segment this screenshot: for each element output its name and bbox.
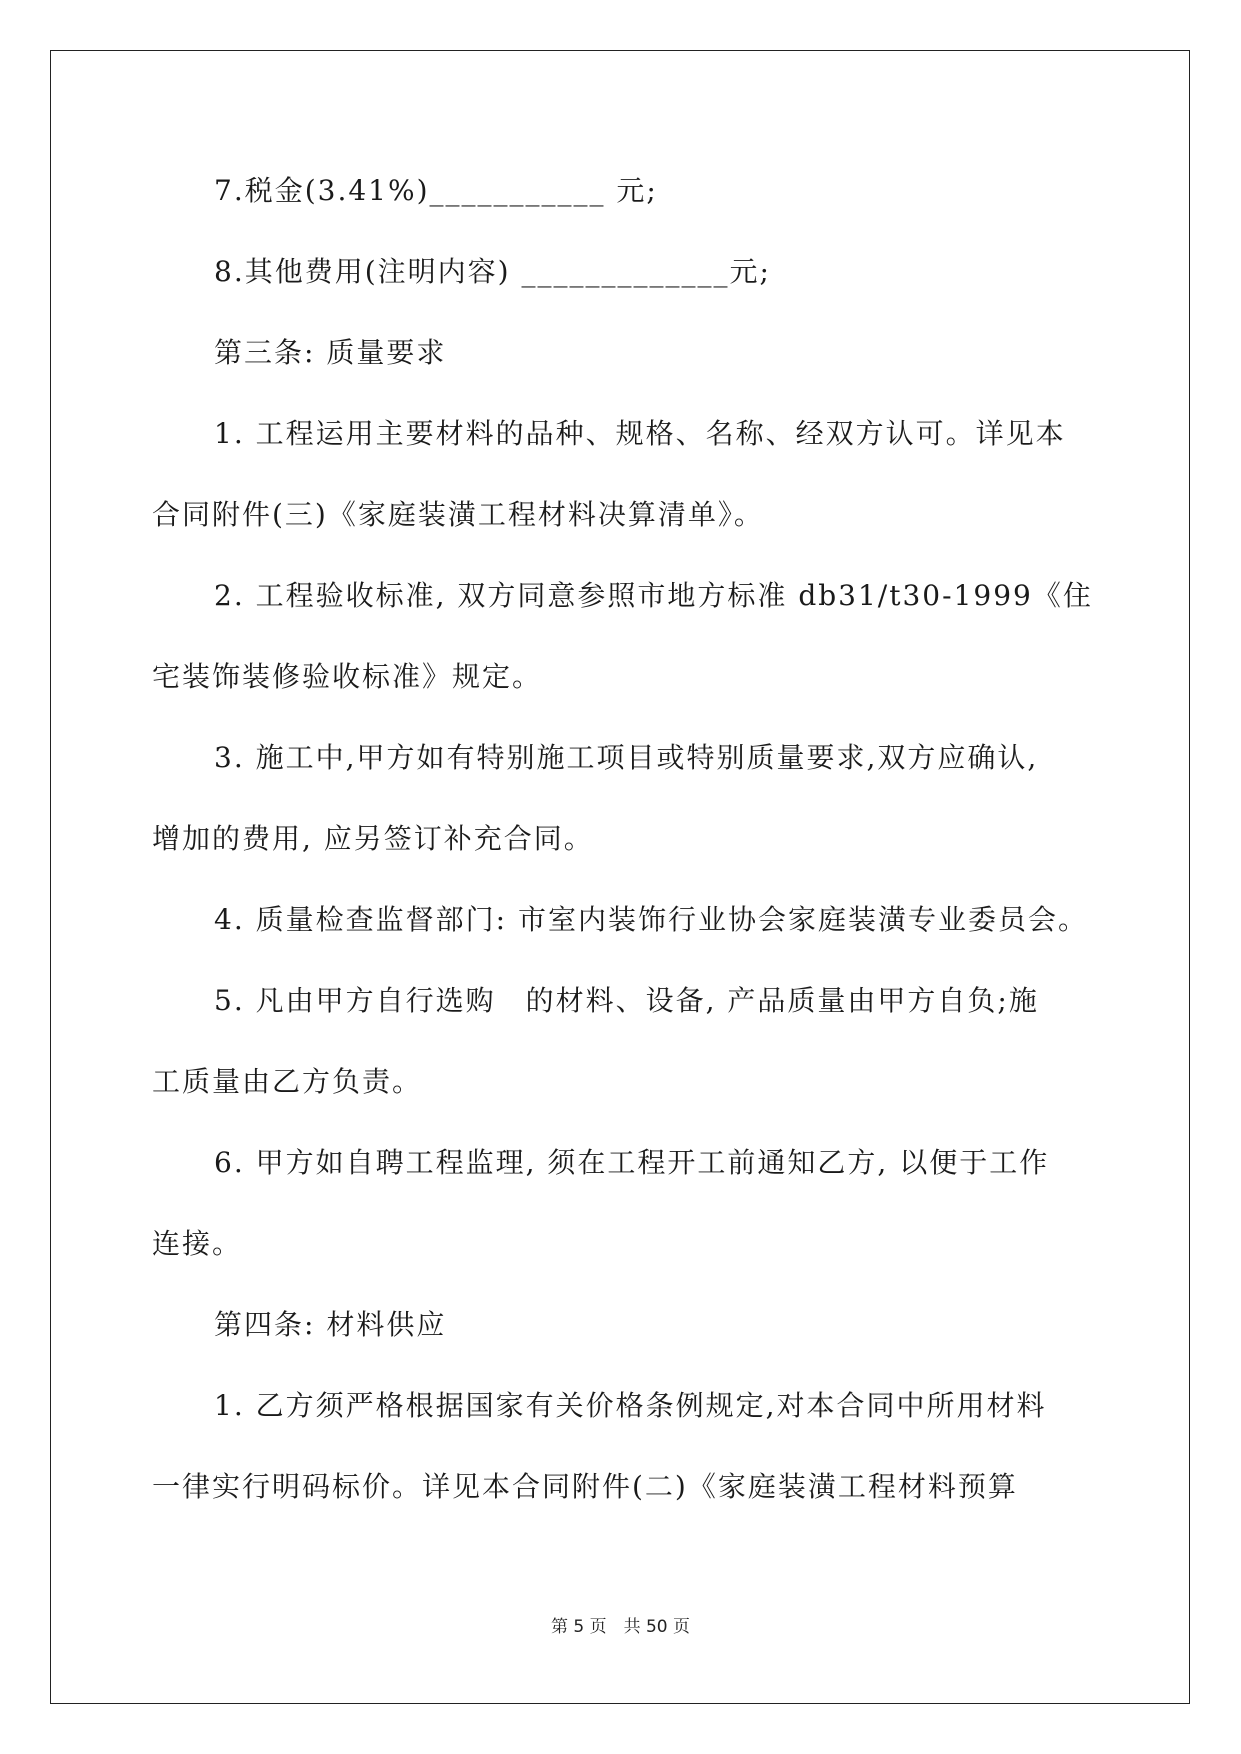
- paragraph-line: 增加的费用, 应另签订补充合同。: [152, 822, 594, 855]
- document-body: [152, 170, 1092, 1547]
- paragraph-line: 连接。: [152, 1227, 243, 1260]
- paragraph-line: 工质量由乙方负责。: [152, 1065, 423, 1098]
- section-heading: 第三条: 质量要求: [214, 336, 447, 369]
- paragraph-line: 5. 凡由甲方自行选购 的材料、设备, 产品质量由甲方自负;施: [214, 984, 1039, 1017]
- paragraph-line: 8.其他费用(注明内容) _____________元;: [214, 255, 771, 288]
- section-heading: 第四条: 材料供应: [214, 1308, 447, 1341]
- paragraph-line: 合同附件(三)《家庭装潢工程材料决算清单》。: [152, 498, 764, 531]
- paragraph-line: 3. 施工中,甲方如有特别施工项目或特别质量要求,双方应确认,: [214, 741, 1039, 774]
- paragraph-line: 6. 甲方如自聘工程监理, 须在工程开工前通知乙方, 以便于工作: [214, 1146, 1050, 1179]
- paragraph-line: 7.税金(3.41%)___________ 元;: [214, 174, 658, 207]
- paragraph-line: 宅装饰装修验收标准》规定。: [152, 660, 543, 693]
- paragraph-line: 2. 工程验收标准, 双方同意参照市地方标准 db31/t30-1999《住: [214, 579, 1093, 612]
- paragraph-line: 4. 质量检查监督部门: 市室内装饰行业协会家庭装潢专业委员会。: [214, 903, 1088, 936]
- page-number: 第 5 页 共 50 页: [550, 1617, 691, 1637]
- paragraph-line: 1. 乙方须严格根据国家有关价格条例规定,对本合同中所用材料: [214, 1389, 1047, 1422]
- paragraph-line: 1. 工程运用主要材料的品种、规格、名称、经双方认可。详见本: [214, 417, 1066, 450]
- paragraph-line: 一律实行明码标价。详见本合同附件(二)《家庭装潢工程材料预算: [152, 1470, 1018, 1503]
